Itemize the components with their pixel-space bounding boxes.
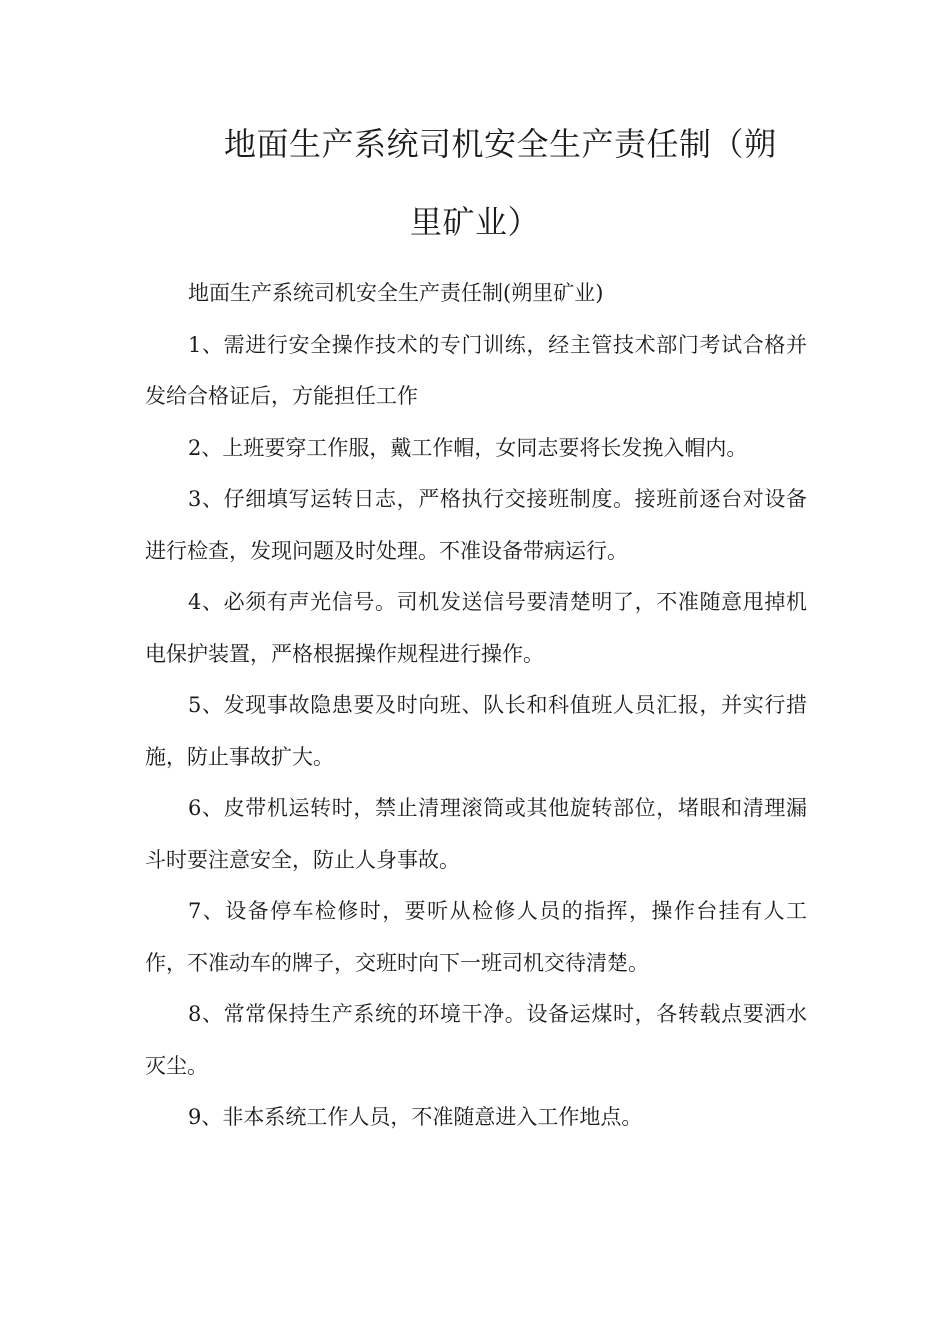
paragraph-4: 4、必须有声光信号。司机发送信号要清楚明了，不准随意甩掉机电保护装置，严格根据操作规程进行操作。	[145, 590, 807, 666]
paragraph-7: 7、设备停车检修时，要听从检修人员的指挥，操作台挂有人工作，不准动车的牌子，交班时向下一班司机交待清楚。	[145, 899, 807, 975]
document-title-line-1: 地面生产系统司机安全生产责任制（朔	[224, 125, 777, 163]
document-body	[145, 268, 807, 1144]
document-title-line-2: 里矿业）	[410, 203, 541, 241]
paragraph-3: 3、仔细填写运转日志，严格执行交接班制度。接班前逐台对设备进行检查，发现问题及时处理。不准设备带病运行。	[145, 487, 807, 563]
paragraph-9: 9、非本系统工作人员，不准随意进入工作地点。	[188, 1105, 643, 1129]
paragraph-1: 1、需进行安全操作技术的专门训练，经主管技术部门考试合格并发给合格证后，方能担任工作	[145, 332, 807, 408]
paragraph-8: 8、常常保持生产系统的环境干净。设备运煤时，各转载点要洒水灭尘。	[145, 1002, 807, 1078]
document-subtitle: 地面生产系统司机安全生产责任制(朔里矿业)	[188, 281, 604, 305]
paragraph-6: 6、皮带机运转时，禁止清理滚筒或其他旋转部位，堵眼和清理漏斗时要注意安全，防止人身事故。	[145, 796, 807, 872]
paragraph-5: 5、发现事故隐患要及时向班、队长和科值班人员汇报，并实行措施，防止事故扩大。	[145, 693, 807, 769]
paragraph-2: 2、上班要穿工作服，戴工作帽，女同志要将长发挽入帽内。	[188, 435, 748, 460]
